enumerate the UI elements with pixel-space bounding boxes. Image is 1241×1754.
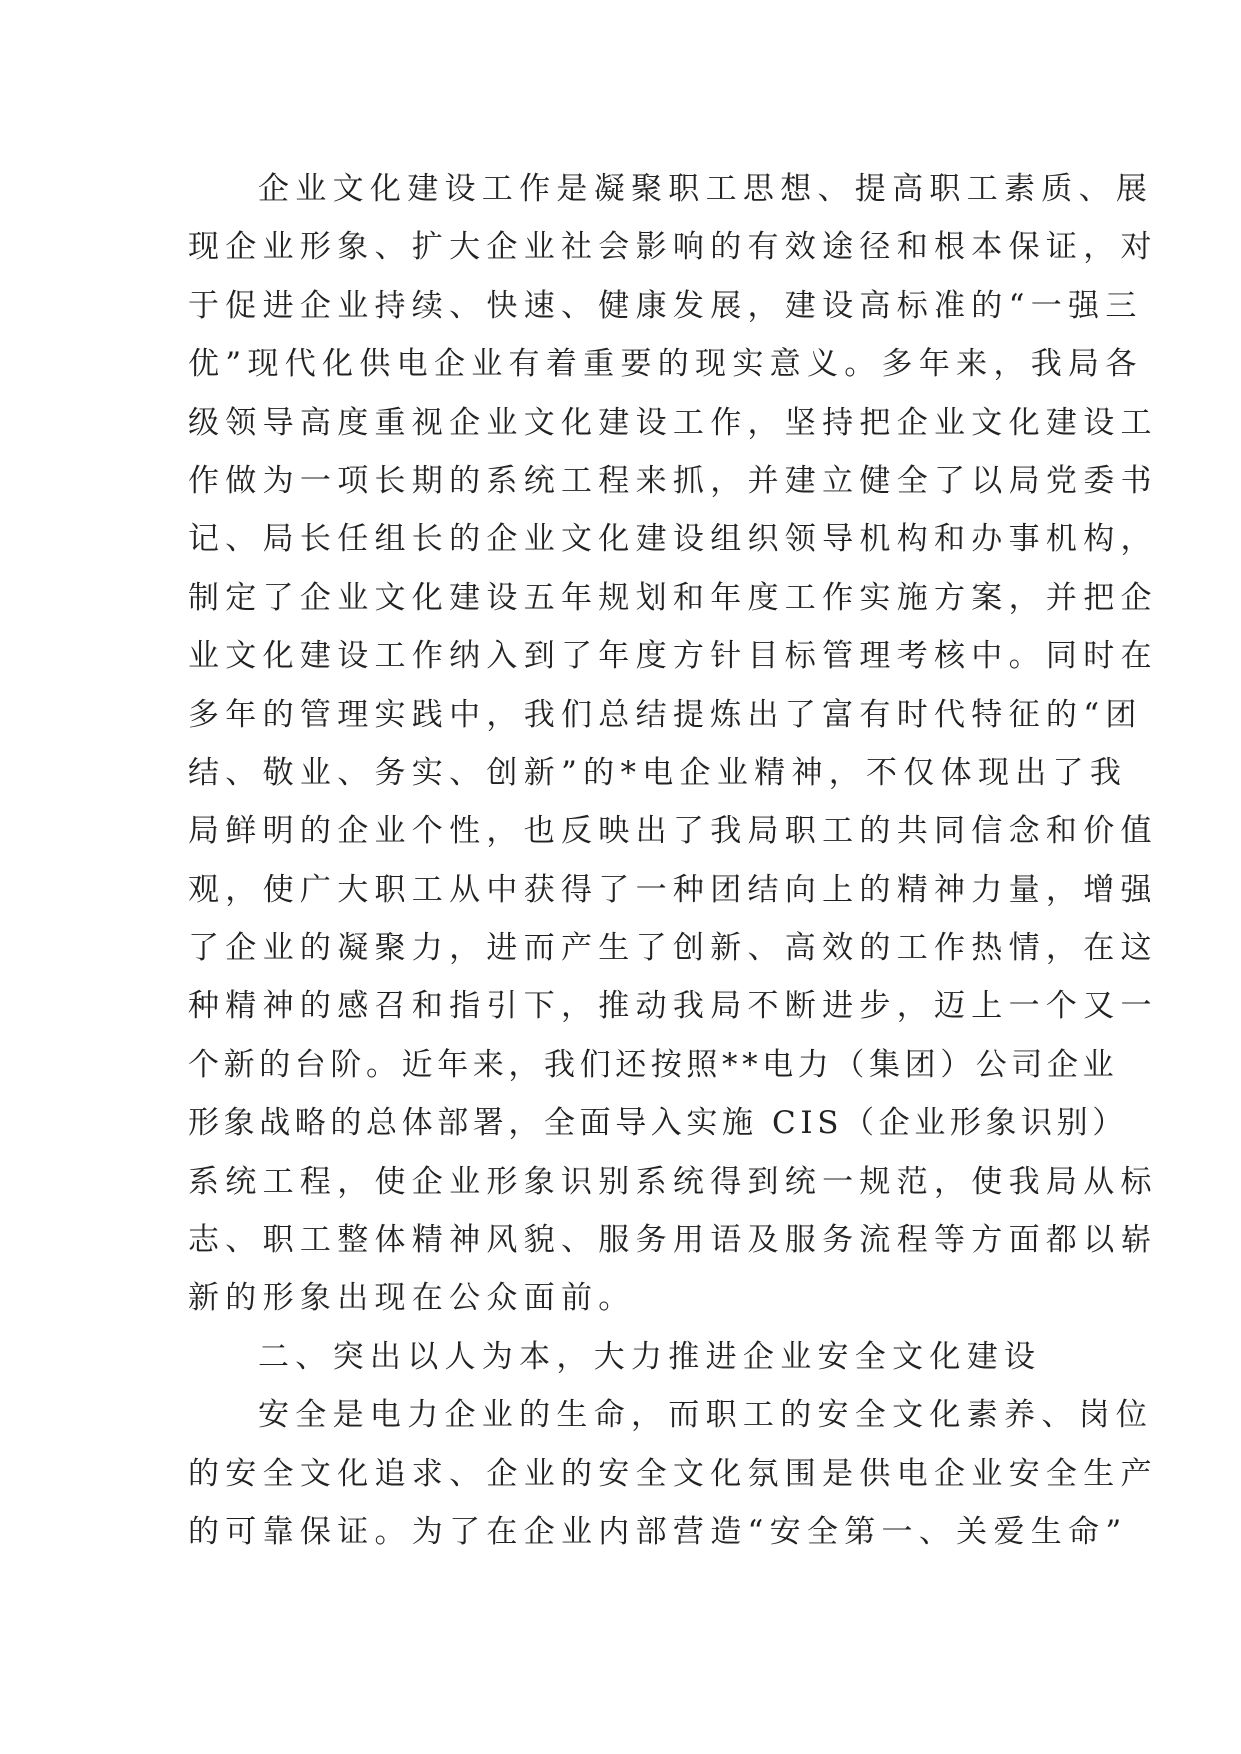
paragraph-line: 安全是电力企业的生命，而职工的安全文化素养、岗位 xyxy=(258,1397,1154,1434)
paragraph-line: 了企业的凝聚力，进而产生了创新、高效的工作热情，在这 xyxy=(188,930,1158,967)
paragraph-line: 现企业形象、扩大企业社会影响的有效途径和根本保证，对 xyxy=(188,229,1158,266)
paragraph-line: 种精神的感召和指引下，推动我局不断进步，迈上一个又一 xyxy=(188,988,1158,1025)
paragraph-line: 优”现代化供电企业有着重要的现实意义。多年来，我局各 xyxy=(188,346,1143,383)
paragraph-line: 企业文化建设工作是凝聚职工思想、提高职工素质、展 xyxy=(258,171,1154,207)
paragraph-line: 业文化建设工作纳入到了年度方针目标管理考核中。同时在 xyxy=(188,638,1158,675)
paragraph-line: 记、局长任组长的企业文化建设组织领导机构和办事机构， xyxy=(188,521,1158,558)
paragraph-line: 结、敬业、务实、创新”的*电企业精神，不仅体现出了我 xyxy=(188,754,1128,791)
paragraph-line: 志、职工整体精神风貌、服务用语及服务流程等方面都以崭 xyxy=(188,1222,1158,1259)
paragraph-line: 制定了企业文化建设五年规划和年度工作实施方案，并把企 xyxy=(188,579,1158,616)
section-heading: 二、突出以人为本，大力推进企业安全文化建设 xyxy=(258,1338,1042,1375)
paragraph-line: 局鲜明的企业个性，也反映出了我局职工的共同信念和价值 xyxy=(188,813,1158,850)
paragraph-line: 级领导高度重视企业文化建设工作，坚持把企业文化建设工 xyxy=(188,404,1158,441)
paragraph-line: 系统工程，使企业形象识别系统得到统一规范，使我局从标 xyxy=(188,1163,1158,1200)
body-text xyxy=(188,160,1158,1561)
paragraph-line: 于促进企业持续、快速、健康发展，建设高标准的“一强三 xyxy=(188,287,1143,324)
paragraph-line: 观，使广大职工从中获得了一种团结向上的精神力量，增强 xyxy=(188,871,1158,908)
paragraph-line: 个新的台阶。近年来，我们还按照**电力（集团）公司企业 xyxy=(188,1046,1119,1083)
paragraph-line: 的安全文化追求、企业的安全文化氛围是供电企业安全生产 xyxy=(188,1455,1158,1492)
paragraph-line: 作做为一项长期的系统工程来抓，并建立健全了以局党委书 xyxy=(188,462,1158,499)
paragraph-line: 多年的管理实践中，我们总结提炼出了富有时代特征的“团 xyxy=(188,696,1143,733)
paragraph-line: 新的形象出现在公众面前。 xyxy=(188,1280,636,1317)
paragraph-line: 的可靠保证。为了在企业内部营造“安全第一、关爱生命” xyxy=(188,1513,1128,1550)
paragraph-line: 形象战略的总体部署，全面导入实施 CIS（企业形象识别） xyxy=(188,1105,1128,1142)
